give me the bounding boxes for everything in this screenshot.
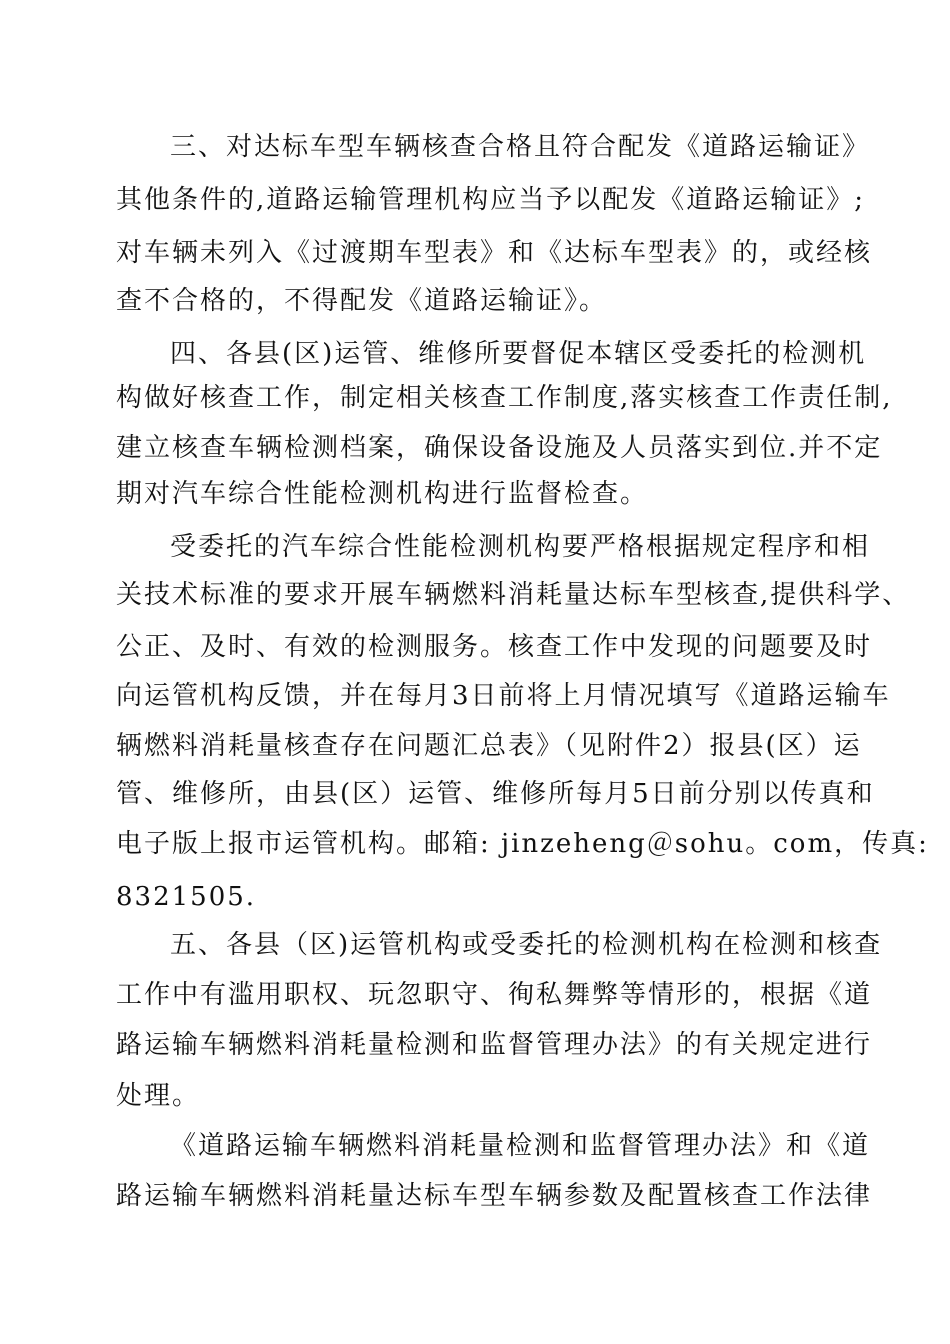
paragraph-3-line-2: 其他条件的,道路运输管理机构应当予以配发《道路运输证》;: [116, 185, 866, 215]
paragraph-4-line-3: 建立核查车辆检测档案，确保设备设施及人员落实到位.并不定: [116, 433, 883, 463]
paragraph-7-line-1: 《道路运输车辆燃料消耗量检测和监督管理办法》和《道: [170, 1131, 871, 1161]
paragraph-6-line-4: 处理。: [116, 1081, 201, 1111]
paragraph-3-line-4: 查不合格的，不得配发《道路运输证》。: [116, 286, 608, 316]
paragraph-5-line-5: 辆燃料消耗量核查存在问题汇总表》（见附件2）报县(区）运: [116, 731, 862, 761]
paragraph-5-line-2: 关技术标准的要求开展车辆燃料消耗量达标车型核查,提供科学、: [116, 580, 911, 610]
paragraph-6-line-3: 路运输车辆燃料消耗量检测和监督管理办法》的有关规定进行: [116, 1030, 873, 1060]
paragraph-5-line-4: 向运管机构反馈，并在每月3日前将上月情况填写《道路运输车: [116, 681, 891, 711]
paragraph-5-line-3: 公正、及时、有效的检测服务。核查工作中发现的问题要及时: [116, 632, 873, 662]
paragraph-6-line-1: 五、各县（区)运管机构或受委托的检测机构在检测和核查: [170, 930, 883, 960]
paragraph-4-line-4: 期对汽车综合性能检测机构进行监督检查。: [116, 479, 649, 509]
paragraph-5-line-6: 管、维修所，由县(区）运管、维修所每月5日前分别以传真和: [116, 779, 875, 809]
paragraph-5-line-1: 受委托的汽车综合性能检测机构要严格根据规定程序和相: [170, 532, 871, 562]
paragraph-3-line-3: 对车辆未列入《过渡期车型表》和《达标车型表》的，或经核: [116, 238, 873, 268]
paragraph-6-line-2: 工作中有滥用职权、玩忽职守、徇私舞弊等情形的，根据《道: [116, 980, 873, 1010]
paragraph-7-line-2: 路运输车辆燃料消耗量达标车型车辆参数及配置核查工作法律: [116, 1181, 873, 1211]
paragraph-5-line-7: 电子版上报市运管机构。邮箱: jinzeheng＠sohu。com，传真:: [116, 829, 929, 859]
paragraph-3-line-1: 三、对达标车型车辆核查合格且符合配发《道路运输证》: [170, 132, 871, 162]
paragraph-4-line-1: 四、各县(区)运管、维修所要督促本辖区受委托的检测机: [170, 339, 867, 369]
paragraph-4-line-2: 构做好核查工作，制定相关核查工作制度,落实核查工作责任制,: [116, 383, 893, 413]
paragraph-5-line-8: 8321505.: [116, 882, 257, 912]
